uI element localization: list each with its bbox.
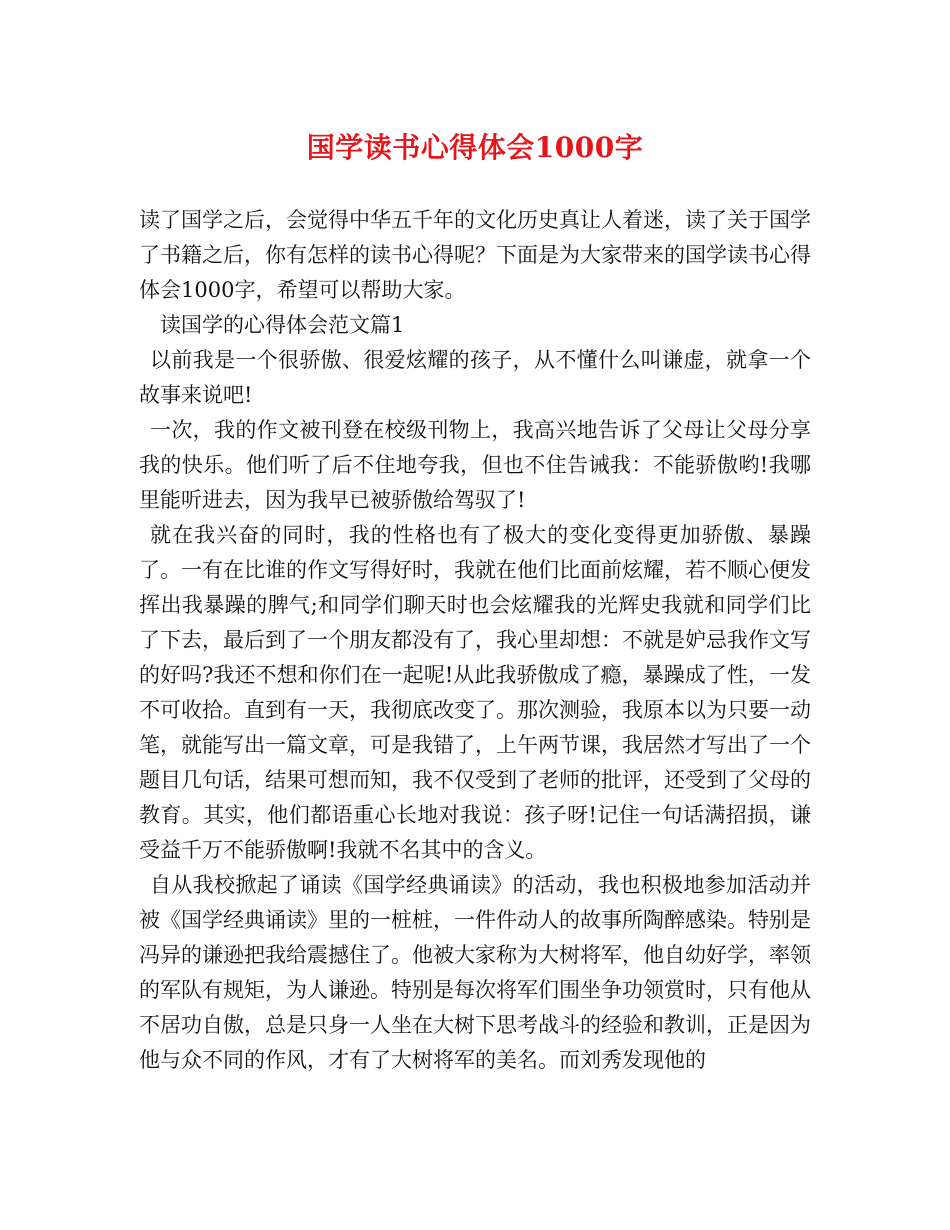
body-paragraph-4: 自从我校掀起了诵读《国学经典诵读》的活动，我也积极地参加活动并被《国学经典诵读》里的一桩桩，一件件动人的故事所陶醉感染。特别是冯异的谦逊把我给震撼住了。他被大家称为大树将军，他自幼好学，率领的军队有规矩，为人谦逊。特别是每次将军们围坐争功领赏时，只有他从不居功自傲，总是只身一人坐在大树下思考战斗的经验和教训，正是因为他与众不同的作风，才有了大树将军的美名。而刘秀发现他的 — [139, 873, 811, 1072]
document-title: 国学读书心得体会1000字 — [306, 131, 644, 164]
body-paragraph-2: 一次，我的作文被刊登在校级刊物上，我高兴地告诉了父母让父母分享我的快乐。他们听了后不住地夸我，但也不住告诫我：不能骄傲哟!我哪里能听进去，因为我早已被骄傲给驾驭了! — [139, 418, 811, 512]
intro-paragraph: 读了国学之后，会觉得中华五千年的文化历史真让人着迷，读了关于国学了书籍之后，你有怎样的读书心得呢？下面是为大家带来的国学读书心得体会1000字，希望可以帮助大家。 — [139, 208, 811, 302]
document-body — [139, 203, 811, 1078]
body-paragraph-3: 就在我兴奋的同时，我的性格也有了极大的变化变得更加骄傲、暴躁了。一有在比谁的作文写得好时，我就在他们比面前炫耀，若不顺心便发挥出我暴躁的脾气;和同学们聊天时也会炫耀我的光辉史我就和同学们比了下去，最后到了一个朋友都没有了，我心里却想：不就是妒忌我作文写的好吗?我还不想和你们在一起呢!从此我骄傲成了瘾，暴躁成了性，一发不可收拾。直到有一天，我彻底改变了。那次测验，我原本以为只要一动笔，就能写出一篇文章，可是我错了，上午两节课，我居然才写出了一个题目几句话，结果可想而知，我不仅受到了老师的批评，还受到了父母的教育。其实，他们都语重心长地对我说：孩子呀!记住一句话满招损，谦受益千万不能骄傲啊!我就不名其中的含义。 — [139, 523, 811, 862]
section-heading: 读国学的心得体会范文篇1 — [160, 313, 405, 337]
body-paragraph-1: 以前我是一个很骄傲、很爱炫耀的孩子，从不懂什么叫谦虚，就拿一个故事来说吧! — [139, 348, 811, 407]
